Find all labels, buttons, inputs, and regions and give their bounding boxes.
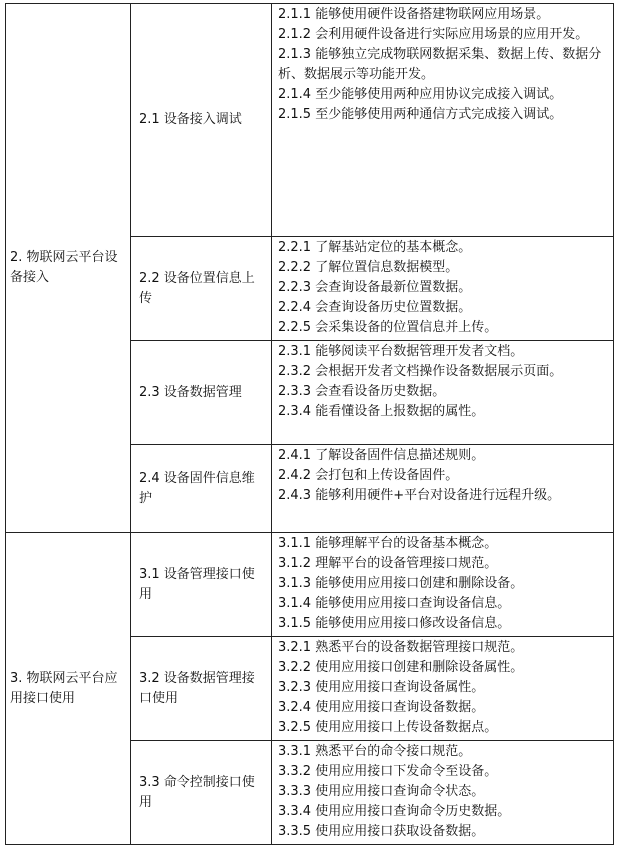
list-item: 2.2.1 了解基站定位的基本概念。 xyxy=(278,240,472,255)
list-item: 2.1.2 会利用硬件设备进行实际应用场景的应用开发。 xyxy=(278,27,589,42)
list-item: 2.2.4 会查询设备历史位置数据。 xyxy=(278,300,472,315)
list-item: 3.3.3 使用应用接口查询命令状态。 xyxy=(278,784,485,799)
list-item: 2.4.3 能够利用硬件+平台对设备进行远程升级。 xyxy=(278,488,561,503)
list-item: 3.1.5 能够使用应用接口修改设备信息。 xyxy=(278,616,511,631)
table-row xyxy=(6,4,614,237)
list-item: 2.2.5 会采集设备的位置信息并上传。 xyxy=(278,320,498,335)
subsection-title: 3.1 设备管理接口使用 xyxy=(131,533,272,637)
list-item: 3.2.4 使用应用接口查询设备数据。 xyxy=(278,700,485,715)
item-list xyxy=(272,445,614,533)
section-title: 2. 物联网云平台设备接入 xyxy=(6,4,131,533)
list-item: 2.1.1 能够使用硬件设备搭建物联网应用场景。 xyxy=(278,7,550,22)
subsection-title: 2.1 设备接入调试 xyxy=(131,4,272,237)
subsection-title: 2.2 设备位置信息上传 xyxy=(131,237,272,341)
list-item: 3.2.1 熟悉平台的设备数据管理接口规范。 xyxy=(278,640,524,655)
list-item: 2.4.2 会打包和上传设备固件。 xyxy=(278,468,459,483)
list-item: 2.3.1 能够阅读平台数据管理开发者文档。 xyxy=(278,344,524,359)
list-item: 3.1.3 能够使用应用接口创建和删除设备。 xyxy=(278,576,524,591)
subsection-title: 2.4 设备固件信息维护 xyxy=(131,445,272,533)
list-item: 3.3.1 熟悉平台的命令接口规范。 xyxy=(278,744,472,759)
subsection-title: 3.3 命令控制接口使用 xyxy=(131,741,272,845)
list-item: 3.1.1 能够理解平台的设备基本概念。 xyxy=(278,536,498,551)
list-item: 2.2.2 了解位置信息数据模型。 xyxy=(278,260,459,275)
section-title: 3. 物联网云平台应用接口使用 xyxy=(6,533,131,845)
curriculum-table xyxy=(5,3,614,845)
list-item: 3.2.5 使用应用接口上传设备数据点。 xyxy=(278,720,498,735)
table-row xyxy=(6,533,614,637)
item-list xyxy=(272,341,614,445)
list-item: 3.3.2 使用应用接口下发命令至设备。 xyxy=(278,764,498,779)
item-list xyxy=(272,533,614,637)
list-item: 3.3.4 使用应用接口查询命令历史数据。 xyxy=(278,804,511,819)
list-item: 2.3.4 能看懂设备上报数据的属性。 xyxy=(278,404,485,419)
list-item: 2.3.2 会根据开发者文档操作设备数据展示页面。 xyxy=(278,364,563,379)
item-list xyxy=(272,4,614,237)
list-item: 2.2.3 会查询设备最新位置数据。 xyxy=(278,280,472,295)
item-list xyxy=(272,741,614,845)
list-item: 2.1.4 至少能够使用两种应用协议完成接入调试。 xyxy=(278,87,563,102)
item-list xyxy=(272,237,614,341)
list-item: 3.1.4 能够使用应用接口查询设备信息。 xyxy=(278,596,511,611)
item-list xyxy=(272,637,614,741)
list-item: 3.2.3 使用应用接口查询设备属性。 xyxy=(278,680,485,695)
subsection-title: 2.3 设备数据管理 xyxy=(131,341,272,445)
list-item: 3.3.5 使用应用接口获取设备数据。 xyxy=(278,824,485,839)
list-item: 2.1.3 能够独立完成物联网数据采集、数据上传、数据分析、数据展示等功能开发。 xyxy=(278,47,602,82)
subsection-title: 3.2 设备数据管理接口使用 xyxy=(131,637,272,741)
list-item: 2.4.1 了解设备固件信息描述规则。 xyxy=(278,448,485,463)
list-item: 3.1.2 理解平台的设备管理接口规范。 xyxy=(278,556,498,571)
list-item: 3.2.2 使用应用接口创建和删除设备属性。 xyxy=(278,660,524,675)
list-item: 2.3.3 会查看设备历史数据。 xyxy=(278,384,446,399)
list-item: 2.1.5 至少能够使用两种通信方式完成接入调试。 xyxy=(278,107,563,122)
